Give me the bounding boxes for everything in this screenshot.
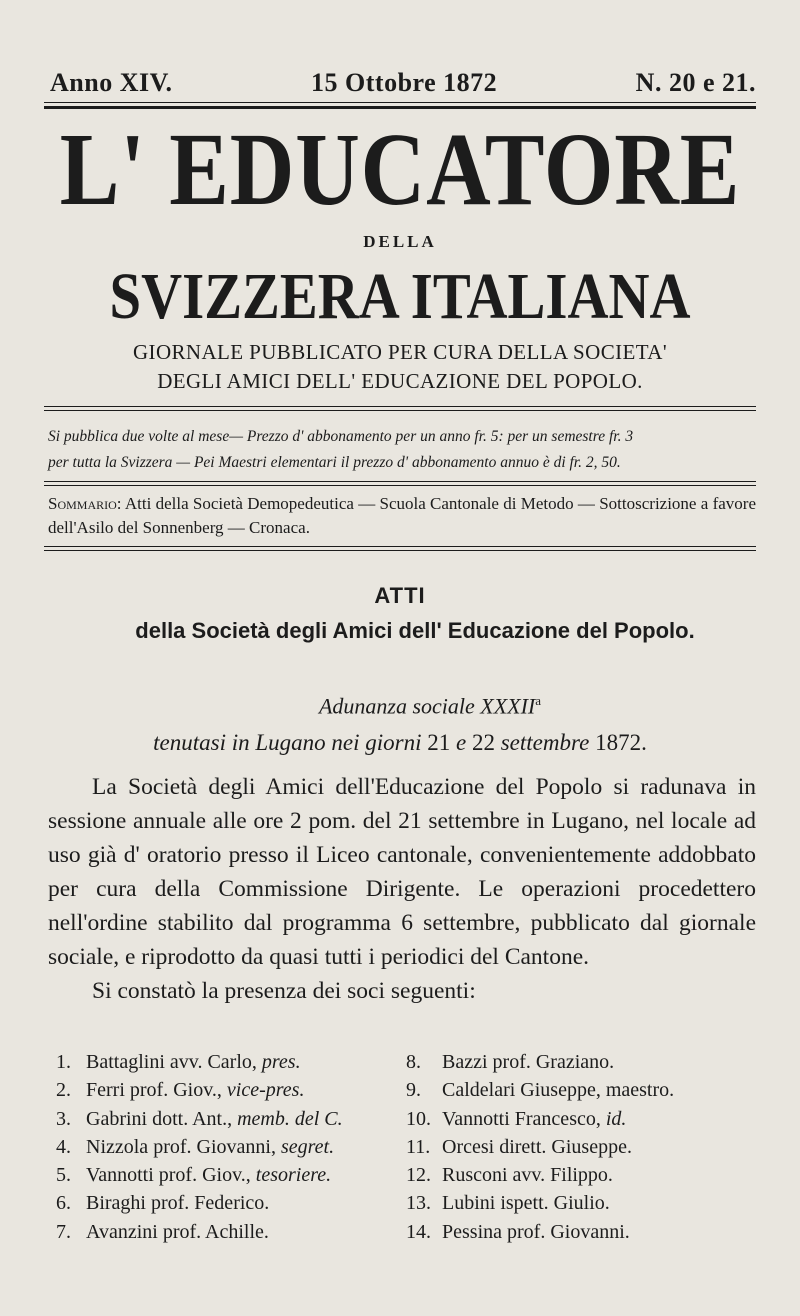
member-number: 12.: [406, 1164, 431, 1187]
member-name: Nizzola prof. Giovanni,: [86, 1135, 276, 1158]
member-entry: [56, 1133, 406, 1161]
member-name: Rusconi avv. Filippo.: [442, 1164, 613, 1187]
members-column-left: [56, 1048, 406, 1246]
member-entry: [406, 1076, 756, 1104]
issue-date: 15 Ottobre 1872: [311, 68, 498, 97]
masthead-della: DELLA: [363, 232, 437, 251]
divider: [44, 481, 756, 482]
member-name: Biraghi prof. Federico.: [86, 1192, 270, 1215]
journal-description-line2: DEGLI AMICI DELL' EDUCAZIONE DEL POPOLO.: [157, 369, 643, 393]
member-entry: [406, 1161, 756, 1189]
article-subheading: della Società degli Amici dell' Educazione del Popolo.: [135, 618, 695, 643]
summary: [48, 492, 756, 540]
member-role: vice-pres.: [226, 1079, 305, 1102]
article-body: [48, 770, 756, 1008]
member-name: Pessina prof. Giovanni.: [442, 1220, 630, 1243]
divider: [44, 550, 756, 551]
member-role: segret.: [280, 1135, 335, 1158]
member-entry: [406, 1133, 756, 1161]
members-column-right: [406, 1048, 756, 1246]
member-number: 6.: [56, 1192, 71, 1215]
divider: [44, 106, 756, 109]
dates-year: 1872.: [595, 730, 647, 755]
member-number: 5.: [56, 1164, 71, 1187]
masthead-subtitle-title: SVIZZERA ITALIANA: [109, 260, 691, 333]
subscription-info-line1: Si pubblica due volte al mese— Prezzo d' abbonamento per un anno fr. 5: per un semestre fr. 3: [48, 428, 634, 445]
meeting-title: [0, 693, 800, 719]
member-name: Lubini ispett. Giulio.: [442, 1192, 610, 1215]
member-number: 7.: [56, 1220, 71, 1243]
member-entry: [56, 1048, 406, 1076]
member-number: 2.: [56, 1079, 71, 1102]
paragraph: La Società degli Amici dell'Educazione del Popolo si radunava in sessione annuale alle ore 2 pom. del 21 settembre in Lugano, nel locale ad uso già d' oratorio presso il Liceo cantonale, convenientemente addobbato per cura della Commissione Dirigente. Le operazioni procedettero nell'ordine stabilito dal programma 6 settembre, pubblicato dal giornale sociale, e riprodotto da quasi tutti i periodici del Cantone.: [48, 774, 756, 970]
member-entry: [406, 1048, 756, 1076]
member-entry: [56, 1161, 406, 1189]
member-name: Battaglini avv. Carlo,: [86, 1051, 257, 1073]
member-entry: [56, 1076, 406, 1104]
member-role: memb. del C.: [237, 1107, 343, 1130]
member-name: Caldelari Giuseppe, maestro.: [442, 1079, 675, 1102]
member-number: 4.: [56, 1135, 71, 1158]
member-entry: [406, 1105, 756, 1133]
divider: [44, 485, 756, 486]
summary-text: Atti della Società Demopedeutica — Scuola Cantonale di Metodo — Sottoscrizione a favore dell'Asilo del Sonnenberg — Cronaca.: [48, 494, 757, 537]
paragraph: Si constatò la presenza dei soci seguenti:: [92, 978, 476, 1004]
divider: [44, 102, 756, 103]
divider: [44, 410, 756, 411]
member-number: 10.: [406, 1107, 431, 1130]
subscription-info-line2: per tutta la Svizzera — Pei Maestri elementari il prezzo d' abbonamento annuo è di fr. 2, 50.: [48, 454, 621, 471]
member-name: Vannotti prof. Giov.,: [86, 1164, 251, 1187]
day-two: 22: [471, 730, 495, 755]
meeting-superscript: a: [535, 693, 542, 708]
issue-year: Anno XIV.: [50, 68, 173, 97]
meeting-label: Adunanza sociale XXXII: [318, 693, 536, 719]
dates-month: settembre: [500, 730, 590, 755]
member-name: Vannotti Francesco,: [442, 1107, 601, 1130]
member-number: 13.: [406, 1192, 431, 1215]
member-name: Gabrini dott. Ant.,: [86, 1107, 233, 1130]
member-entry: [406, 1218, 756, 1246]
journal-description-line1: GIORNALE PUBBLICATO PER CURA DELLA SOCIETA': [132, 340, 668, 364]
member-name: Bazzi prof. Graziano.: [442, 1051, 615, 1073]
member-entry: [56, 1189, 406, 1217]
member-number: 8.: [406, 1051, 421, 1073]
member-role: pres.: [261, 1051, 301, 1073]
member-number: 11.: [406, 1135, 431, 1158]
member-role: id.: [605, 1107, 627, 1130]
member-name: Ferri prof. Giov.,: [86, 1079, 222, 1102]
issue-number: N. 20 e 21.: [635, 68, 756, 97]
member-number: 14.: [406, 1220, 431, 1243]
divider: [44, 546, 756, 547]
member-entry: [56, 1218, 406, 1246]
member-number: 3.: [56, 1107, 71, 1130]
meeting-dates: [0, 730, 800, 756]
dateline: [50, 68, 756, 102]
member-number: 1.: [56, 1051, 71, 1073]
member-role: tesoriere.: [255, 1164, 332, 1187]
day-one: 21: [427, 730, 451, 755]
members-list: [56, 1048, 756, 1246]
masthead-title: L' EDUCATORE: [59, 112, 741, 227]
member-name: Avanzini prof. Achille.: [86, 1220, 269, 1243]
divider: [44, 406, 756, 407]
dates-conjunction: e: [456, 730, 467, 755]
member-entry: [406, 1189, 756, 1217]
member-name: Orcesi dirett. Giuseppe.: [442, 1135, 632, 1158]
dates-prefix: tenutasi in Lugano nei giorni: [153, 730, 422, 755]
member-number: 9.: [406, 1079, 421, 1102]
article-heading: ATTI: [374, 583, 426, 608]
member-entry: [56, 1105, 406, 1133]
summary-label: Sommario:: [48, 494, 122, 513]
